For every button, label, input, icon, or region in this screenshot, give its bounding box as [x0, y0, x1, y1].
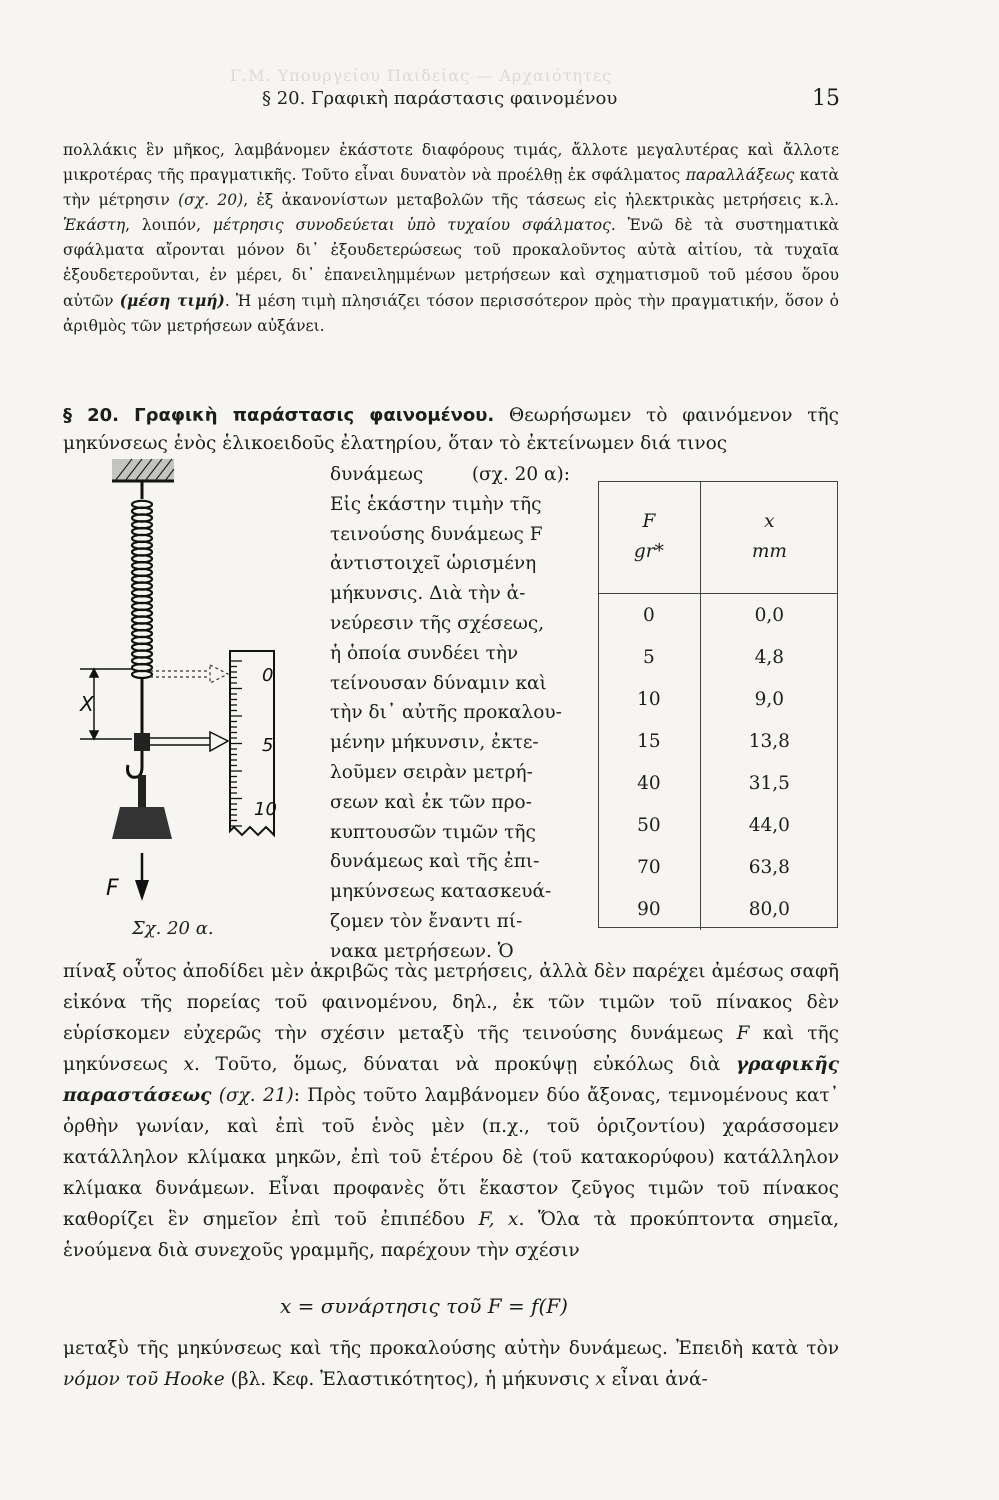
- text-run: , ἐξ ἀκανονίστων μεταβολῶν τῆς τάσεως εἰς ἠλεκτρικὰς μετρήσεις κ.λ.: [243, 191, 839, 209]
- scale-label-10: 10: [254, 799, 277, 820]
- italic-term: παραλλάξεως: [685, 166, 795, 184]
- column-line-part: δυνάμεως: [330, 464, 424, 485]
- column-line-part: Εἰς ἑκάστην τιμὴν τῆς: [330, 493, 542, 515]
- spring-figure: [70, 455, 320, 945]
- extension-cell: 31,5: [700, 762, 838, 804]
- column-line-part: τεινούσης δυνάμεως F: [330, 523, 543, 545]
- table-header-extension: [700, 481, 838, 594]
- column-line-part: ζομεν τὸν ἔναντι πί-: [330, 910, 523, 932]
- column-line: [330, 877, 570, 907]
- extension-cell: 80,0: [700, 888, 838, 930]
- table-row: [598, 888, 838, 930]
- column-line: [330, 818, 570, 848]
- table-row: [598, 678, 838, 720]
- helical-spring: [132, 501, 152, 678]
- column-line: [330, 847, 570, 877]
- force-cell: 5: [642, 646, 655, 668]
- force-arrowhead: [135, 880, 149, 901]
- column-line: [330, 579, 570, 609]
- column-line-part: νακα μετρήσεων. Ὁ: [330, 940, 514, 962]
- measurement-table: [598, 481, 838, 930]
- symbol-x: x: [595, 1369, 606, 1390]
- table-row: [598, 762, 838, 804]
- extension-cell: 4,8: [700, 636, 838, 678]
- column-line-part: τείνουσαν δύναμιν καὶ: [330, 672, 547, 694]
- column-line-part: σεων καὶ ἐκ τῶν προ-: [330, 791, 532, 813]
- table-row: [598, 720, 838, 762]
- force-label: F: [106, 876, 119, 901]
- text-run: . Τοῦτο, ὅμως, δύναται νὰ προκύψῃ εὐκόλως διὰ: [193, 1054, 736, 1075]
- column-line: [330, 758, 570, 788]
- table-row: [598, 594, 838, 637]
- page-number: 15: [812, 86, 840, 111]
- column-line: [330, 669, 570, 699]
- table-body: [598, 594, 838, 931]
- column-line-part: νεύρεσιν τῆς σχέσεως,: [330, 612, 545, 634]
- text-run: πολλάκις ἓν μῆκος, λαμβάνομεν ἑκάστοτε διαφόρους τιμάς, ἄλλοτε μεγαλυτέρας καὶ ἄλλοτε μικροτέρας τῆς πραγματικῆς. Τοῦτο εἶναι δυνατὸν νὰ προέλθῃ ἐκ σφάλματος: [63, 141, 839, 184]
- extension-cell: 0,0: [700, 594, 838, 637]
- scale-label-5: 5: [262, 735, 274, 756]
- column-line-part: ἡ ὁποία συνδέει τὴν: [330, 642, 519, 664]
- extension-cell: 44,0: [700, 804, 838, 846]
- column-line-part: λοῦμεν σειρὰν μετρή-: [330, 761, 533, 783]
- extension-cell: 9,0: [700, 678, 838, 720]
- text-run: . Ἡ μέση τιμὴ πλησιάζει τόσον περισσότερον πρὸς τὴν πραγματικήν, ὅσον ὁ ἀριθμὸς τῶν μετρήσεων αὐξάνει.: [63, 292, 839, 335]
- text-run: καὶ τῆς μηκύνσεως: [63, 1023, 839, 1075]
- force-cell: 70: [637, 856, 661, 878]
- extension-unit: mm: [751, 541, 787, 562]
- extension-cell: 13,8: [700, 720, 838, 762]
- column-line-part: τὴν δι᾿ αὐτῆς προκαλου-: [330, 702, 562, 724]
- paragraph-graph: [63, 956, 839, 1266]
- formula: x = συνάρτησις τοῦ F = f(F): [280, 1294, 568, 1318]
- text-run: : Πρὸς τοῦτο λαμβάνομεν δύο ἄξονας, τεμνομένους κατ᾿ ὀρθὴν γωνίαν, καὶ ἐπὶ τοῦ ἑνὸς μὲν (π.χ., τοῦ ὁριζοντίου) χαράσσομεν κατάλληλον κλίμακα μηκῶν, ἐπὶ τοῦ ἑτέρου δὲ (τοῦ κατακορύφου) κατάλληλον κλίμακα δυνάμεων. Εἶναι προφανὲς ὅτι ἕκαστον ζεῦγος τιμῶν τοῦ πίνακος καθορίζει ἓν σημεῖον ἐπὶ τοῦ ἐπιπέδου: [63, 1085, 839, 1230]
- symbol-F: F: [736, 1023, 750, 1044]
- text-run: , λοιπόν,: [125, 216, 213, 234]
- section-intro: [63, 402, 839, 458]
- figure-reference: (σχ. 20): [178, 191, 244, 209]
- column-line: [330, 549, 570, 579]
- table-header-row: [598, 481, 838, 594]
- extension-symbol: x: [764, 511, 775, 532]
- text-run: Ἐνῶ δὲ τὰ συστηματικὰ σφάλματα αἴρονται μόνον δι᾿ ἐξουδετερώσεως τοῦ προκαλοῦντος αὐτὰ αἰτίου, τὰ τυχαῖα ἐξουδετεροῦνται, ἐν μέρει, δι᾿ ἐπανειλημμένων μετρήσεων καὶ σχηματισμοῦ τοῦ μέσου ὅρου αὐτῶν: [63, 216, 839, 310]
- weight: [112, 807, 172, 839]
- text-run: (βλ. Κεφ. Ἐλαστικότητος), ἡ μήκυνσις: [224, 1369, 596, 1390]
- bold-term: γραφικῆς παραστάσεως: [63, 1054, 839, 1106]
- column-line-part: μηκύνσεως κατασκευά-: [330, 881, 552, 903]
- force-cell: 90: [637, 898, 661, 920]
- table-header-force: [598, 481, 700, 594]
- symbol-x: x: [183, 1054, 194, 1075]
- section-heading: § 20. Γραφικὴ παράστασις φαινομένου.: [63, 405, 495, 426]
- table-row: [598, 846, 838, 888]
- figure-caption: Σχ. 20 α.: [132, 918, 214, 939]
- pointer-arrow: [150, 732, 228, 751]
- italic-statement: μέτρησις συνοδεύεται ὑπὸ τυχαίου σφάλματος.: [212, 216, 616, 234]
- symbol-Fx: F, x: [478, 1209, 519, 1230]
- force-cell: 15: [637, 730, 661, 752]
- force-cell: 10: [637, 688, 661, 710]
- bleed-through-text: Γ.Μ. Υπουργείου Παιδείας — Αρχαιότητες: [230, 66, 613, 85]
- table-row: [598, 804, 838, 846]
- column-line-part: δυνάμεως καὶ τῆς ἐπι-: [330, 851, 540, 873]
- paragraph-errors: [63, 138, 839, 339]
- italic-term: Ἑκάστη: [63, 216, 126, 234]
- column-line: [330, 490, 570, 520]
- text-run: μεταξὺ τῆς μηκύνσεως καὶ τῆς προκαλούσης αὐτὴν δυνάμεως. Ἐπειδὴ κατὰ τὸν: [63, 1338, 839, 1359]
- ceiling-support: [112, 459, 174, 499]
- x-label: X: [80, 692, 94, 716]
- column-line: [330, 788, 570, 818]
- pointer-block: [134, 733, 150, 751]
- column-line-part: κυπτουσῶν τιμῶν τῆς: [330, 821, 536, 843]
- extension-cell: 63,8: [700, 846, 838, 888]
- force-symbol: F: [642, 511, 656, 532]
- italic-term: νόμον τοῦ Hooke: [63, 1369, 225, 1390]
- dashed-arrow-zero: [150, 665, 228, 683]
- column-line: [330, 520, 570, 550]
- text-run: κατὰ τὴν μέτρησιν: [63, 166, 839, 209]
- column-line-part: μήκυνσις. Διὰ τὴν ἀ-: [330, 583, 526, 605]
- hook: [128, 751, 143, 777]
- text-run: . Ὅλα τὰ προκύπτοντα σημεῖα, ἑνούμενα διὰ συνεχοῦς γραμμῆς, παρέχουν τὴν σχέσιν: [63, 1209, 839, 1261]
- text-run: [211, 1085, 218, 1106]
- column-line-part: (σχ. 20 α):: [471, 464, 570, 485]
- column-line: [330, 698, 570, 728]
- column-line: [330, 907, 570, 937]
- force-unit: gr*: [633, 541, 664, 562]
- running-header: § 20. Γραφικὴ παράστασις φαινομένου: [262, 88, 618, 109]
- column-line: [330, 460, 570, 490]
- figure-reference: (σχ. 21): [218, 1085, 294, 1106]
- column-line-part: ἀντιστοιχεῖ ὡρισμένη: [330, 553, 537, 575]
- spring-coil: [132, 671, 152, 678]
- table-row: [598, 636, 838, 678]
- text-column: [330, 460, 570, 967]
- force-cell: 0: [642, 604, 655, 626]
- column-line: [330, 609, 570, 639]
- text-run: εἶναι ἀνά-: [605, 1369, 708, 1390]
- force-cell: 40: [637, 772, 661, 794]
- column-line: [330, 728, 570, 758]
- bold-term: (μέση τιμή): [119, 291, 225, 310]
- text-run: πίναξ οὗτος ἀποδίδει μὲν ἀκριβῶς τὰς μετρήσεις, ἀλλὰ δὲν παρέχει ἀμέσως σαφῆ εἰκόνα τῆς πορείας τοῦ φαινομένου, δηλ., ἐκ τῶν τιμῶν τοῦ πίνακος δὲν εὑρίσκομεν εὐχερῶς τὴν σχέσιν μεταξὺ τῆς τεινούσης δυνάμεως: [63, 961, 839, 1044]
- text-run: Θεωρήσωμεν τὸ φαινόμενον τῆς μηκύνσεως ἑνὸς ἑλικοειδοῦς ἐλατηρίου, ὅταν τὸ ἐκτείνωμεν διά τινος: [63, 405, 839, 454]
- weight-neck: [138, 775, 146, 807]
- force-cell: 50: [637, 814, 661, 836]
- paragraph-hooke: [63, 1333, 839, 1395]
- column-line: [330, 639, 570, 669]
- scale-label-0: 0: [262, 665, 274, 686]
- column-line-part: μένην μήκυνσιν, ἐκτε-: [330, 732, 539, 754]
